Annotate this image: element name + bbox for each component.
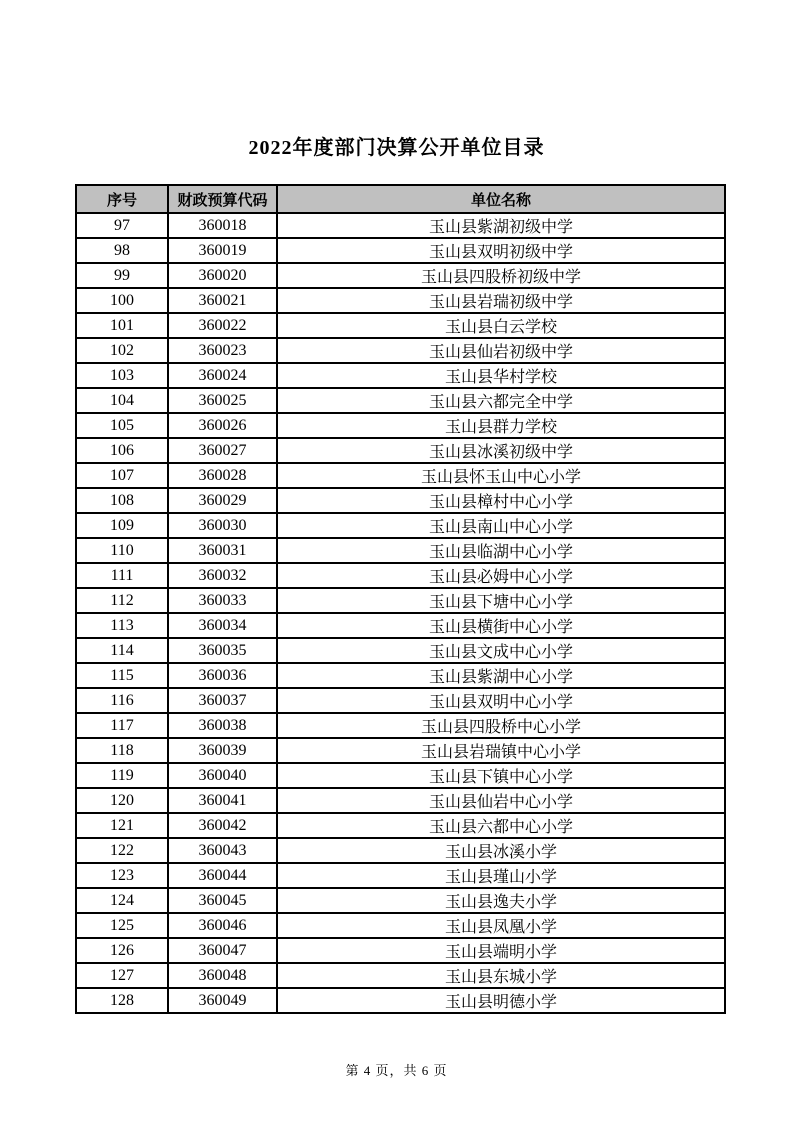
- table-row: [76, 988, 725, 1013]
- table-row: [76, 488, 725, 513]
- serial-number-cell: 114: [76, 638, 168, 663]
- unit-name-cell: 玉山县紫湖初级中学: [277, 213, 725, 238]
- budget-code-cell: 360037: [168, 688, 277, 713]
- table-row: [76, 713, 725, 738]
- unit-name-cell: 玉山县仙岩中心小学: [277, 788, 725, 813]
- budget-code-cell: 360041: [168, 788, 277, 813]
- table-row: [76, 638, 725, 663]
- serial-number-cell: 109: [76, 513, 168, 538]
- budget-code-cell: 360048: [168, 963, 277, 988]
- serial-number-cell: 108: [76, 488, 168, 513]
- budget-code-cell: 360029: [168, 488, 277, 513]
- budget-code-cell: 360024: [168, 363, 277, 388]
- serial-number-cell: 122: [76, 838, 168, 863]
- unit-name-cell: 玉山县文成中心小学: [277, 638, 725, 663]
- budget-code-cell: 360034: [168, 613, 277, 638]
- unit-name-cell: 玉山县双明中心小学: [277, 688, 725, 713]
- unit-name-cell: 玉山县明德小学: [277, 988, 725, 1013]
- table-row: [76, 913, 725, 938]
- unit-name-cell: 玉山县群力学校: [277, 413, 725, 438]
- table-row: [76, 213, 725, 238]
- unit-name-cell: 玉山县端明小学: [277, 938, 725, 963]
- table-row: [76, 938, 725, 963]
- table-row: [76, 538, 725, 563]
- serial-number-cell: 100: [76, 288, 168, 313]
- table-row: [76, 438, 725, 463]
- unit-name-cell: 玉山县白云学校: [277, 313, 725, 338]
- unit-name-cell: 玉山县东城小学: [277, 963, 725, 988]
- budget-code-cell: 360032: [168, 563, 277, 588]
- serial-number-cell: 103: [76, 363, 168, 388]
- unit-name-cell: 玉山县华村学校: [277, 363, 725, 388]
- table-row: [76, 813, 725, 838]
- budget-code-cell: 360022: [168, 313, 277, 338]
- serial-number-cell: 111: [76, 563, 168, 588]
- unit-name-cell: 玉山县仙岩初级中学: [277, 338, 725, 363]
- unit-name-cell: 玉山县樟村中心小学: [277, 488, 725, 513]
- serial-number-cell: 116: [76, 688, 168, 713]
- unit-name-cell: 玉山县南山中心小学: [277, 513, 725, 538]
- table-row: [76, 613, 725, 638]
- budget-code-cell: 360031: [168, 538, 277, 563]
- budget-code-cell: 360027: [168, 438, 277, 463]
- budget-code-cell: 360042: [168, 813, 277, 838]
- budget-code-cell: 360044: [168, 863, 277, 888]
- unit-name-cell: 玉山县双明初级中学: [277, 238, 725, 263]
- serial-number-cell: 124: [76, 888, 168, 913]
- serial-number-cell: 118: [76, 738, 168, 763]
- unit-directory-table: [75, 184, 726, 1014]
- unit-name-cell: 玉山县冰溪小学: [277, 838, 725, 863]
- unit-name-cell: 玉山县横街中心小学: [277, 613, 725, 638]
- serial-number-cell: 106: [76, 438, 168, 463]
- budget-code-cell: 360035: [168, 638, 277, 663]
- serial-number-cell: 127: [76, 963, 168, 988]
- header-unit-name: 单位名称: [277, 185, 725, 213]
- unit-name-cell: 玉山县必姆中心小学: [277, 563, 725, 588]
- budget-code-cell: 360028: [168, 463, 277, 488]
- page-number: 第 4 页，共 6 页: [345, 1063, 448, 1078]
- header-serial-number: 序号: [76, 185, 168, 213]
- table-row: [76, 288, 725, 313]
- budget-code-cell: 360040: [168, 763, 277, 788]
- budget-code-cell: 360038: [168, 713, 277, 738]
- serial-number-cell: 110: [76, 538, 168, 563]
- table-row: [76, 663, 725, 688]
- serial-number-cell: 125: [76, 913, 168, 938]
- serial-number-cell: 97: [76, 213, 168, 238]
- table-row: [76, 588, 725, 613]
- budget-code-cell: 360019: [168, 238, 277, 263]
- unit-name-cell: 玉山县岩瑞初级中学: [277, 288, 725, 313]
- serial-number-cell: 107: [76, 463, 168, 488]
- table-row: [76, 263, 725, 288]
- serial-number-cell: 128: [76, 988, 168, 1013]
- unit-name-cell: 玉山县逸夫小学: [277, 888, 725, 913]
- serial-number-cell: 102: [76, 338, 168, 363]
- table-row: [76, 413, 725, 438]
- table-row: [76, 888, 725, 913]
- unit-name-cell: 玉山县四股桥初级中学: [277, 263, 725, 288]
- serial-number-cell: 123: [76, 863, 168, 888]
- page-title: 2022年度部门决算公开单位目录: [248, 137, 545, 159]
- table-row: [76, 463, 725, 488]
- serial-number-cell: 119: [76, 763, 168, 788]
- table-row: [76, 313, 725, 338]
- table-row: [76, 963, 725, 988]
- table-row: [76, 763, 725, 788]
- unit-name-cell: 玉山县岩瑞镇中心小学: [277, 738, 725, 763]
- table-row: [76, 338, 725, 363]
- budget-code-cell: 360023: [168, 338, 277, 363]
- budget-code-cell: 360018: [168, 213, 277, 238]
- table-body: [76, 213, 725, 1013]
- budget-code-cell: 360045: [168, 888, 277, 913]
- budget-code-cell: 360043: [168, 838, 277, 863]
- unit-name-cell: 玉山县四股桥中心小学: [277, 713, 725, 738]
- unit-name-cell: 玉山县紫湖中心小学: [277, 663, 725, 688]
- table-row: [76, 738, 725, 763]
- serial-number-cell: 101: [76, 313, 168, 338]
- table-row: [76, 563, 725, 588]
- serial-number-cell: 98: [76, 238, 168, 263]
- table-row: [76, 788, 725, 813]
- budget-code-cell: 360039: [168, 738, 277, 763]
- budget-code-cell: 360046: [168, 913, 277, 938]
- serial-number-cell: 104: [76, 388, 168, 413]
- unit-name-cell: 玉山县下镇中心小学: [277, 763, 725, 788]
- budget-code-cell: 360049: [168, 988, 277, 1013]
- table-row: [76, 238, 725, 263]
- table-row: [76, 388, 725, 413]
- serial-number-cell: 115: [76, 663, 168, 688]
- budget-code-cell: 360025: [168, 388, 277, 413]
- unit-name-cell: 玉山县怀玉山中心小学: [277, 463, 725, 488]
- budget-code-cell: 360026: [168, 413, 277, 438]
- serial-number-cell: 105: [76, 413, 168, 438]
- unit-name-cell: 玉山县凤凰小学: [277, 913, 725, 938]
- budget-code-cell: 360030: [168, 513, 277, 538]
- unit-name-cell: 玉山县下塘中心小学: [277, 588, 725, 613]
- unit-name-cell: 玉山县临湖中心小学: [277, 538, 725, 563]
- header-row: [76, 185, 725, 213]
- unit-name-cell: 玉山县六都中心小学: [277, 813, 725, 838]
- unit-name-cell: 玉山县瑾山小学: [277, 863, 725, 888]
- table-row: [76, 863, 725, 888]
- header-budget-code: 财政预算代码: [168, 185, 277, 213]
- serial-number-cell: 126: [76, 938, 168, 963]
- budget-code-cell: 360036: [168, 663, 277, 688]
- table-row: [76, 838, 725, 863]
- serial-number-cell: 112: [76, 588, 168, 613]
- serial-number-cell: 113: [76, 613, 168, 638]
- unit-name-cell: 玉山县冰溪初级中学: [277, 438, 725, 463]
- serial-number-cell: 117: [76, 713, 168, 738]
- budget-code-cell: 360021: [168, 288, 277, 313]
- unit-name-cell: 玉山县六都完全中学: [277, 388, 725, 413]
- budget-code-cell: 360047: [168, 938, 277, 963]
- serial-number-cell: 99: [76, 263, 168, 288]
- budget-code-cell: 360020: [168, 263, 277, 288]
- table-row: [76, 688, 725, 713]
- table-row: [76, 513, 725, 538]
- serial-number-cell: 121: [76, 813, 168, 838]
- table-row: [76, 363, 725, 388]
- budget-code-cell: 360033: [168, 588, 277, 613]
- serial-number-cell: 120: [76, 788, 168, 813]
